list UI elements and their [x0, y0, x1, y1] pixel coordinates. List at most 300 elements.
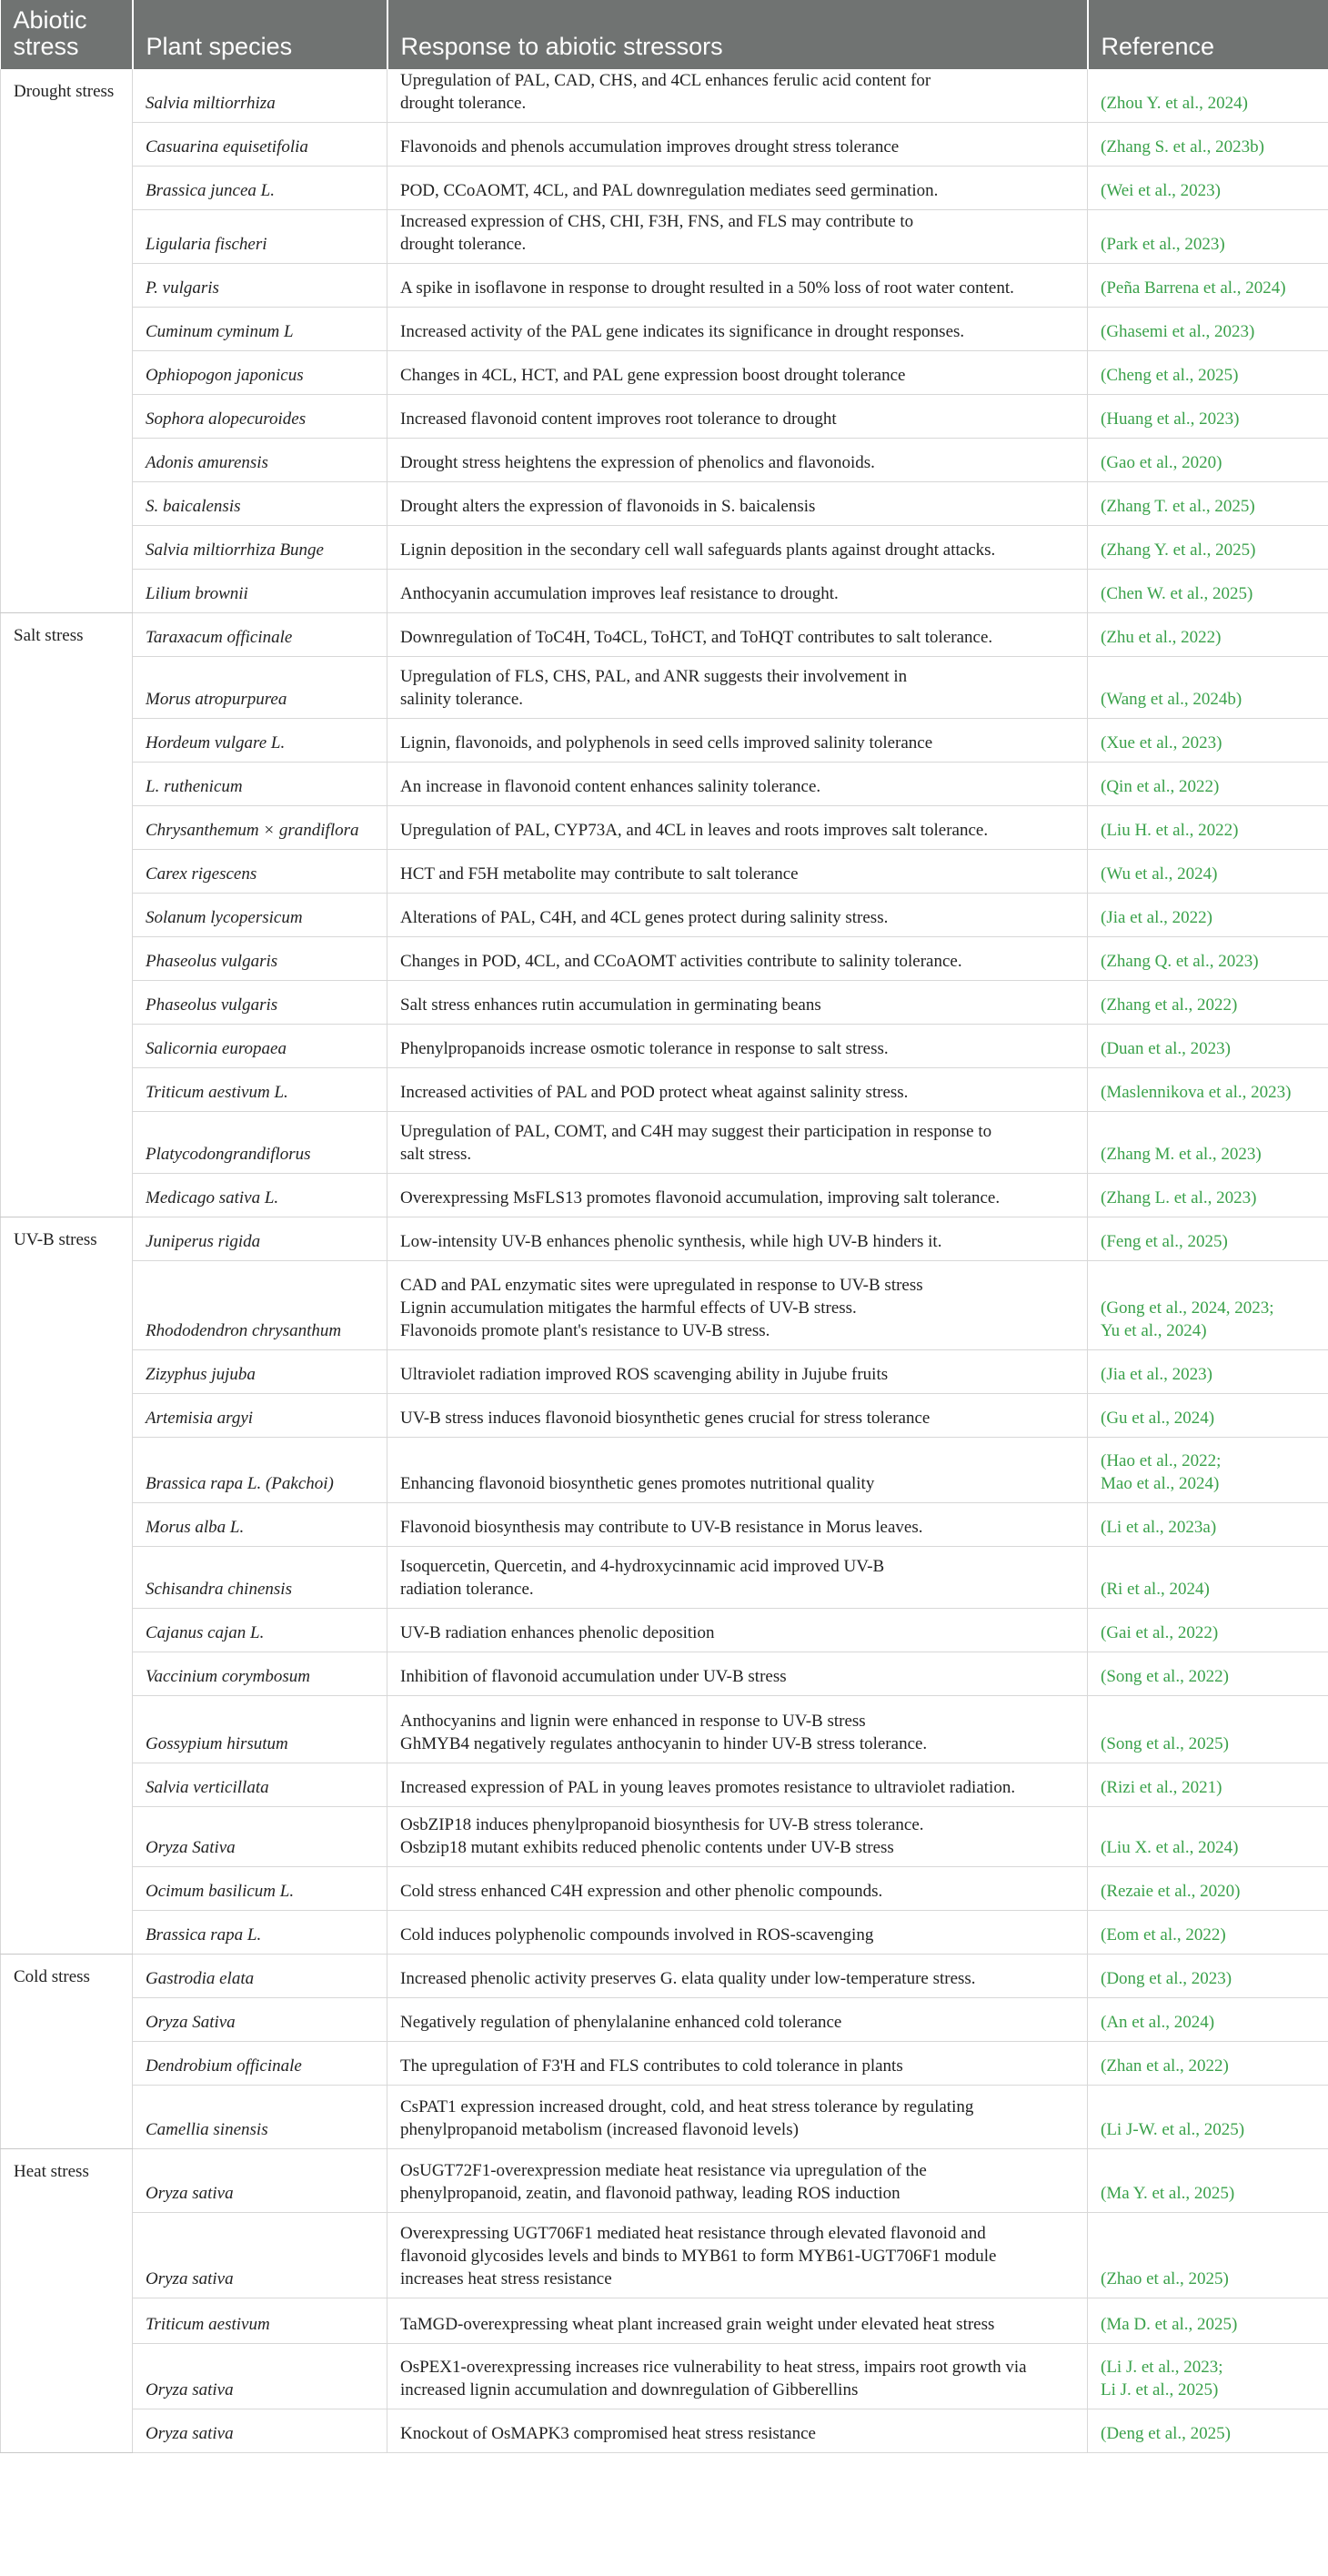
header-row — [1, 0, 1328, 69]
response-cell — [387, 439, 1088, 482]
response-cell — [387, 1763, 1088, 1807]
reference-link[interactable]: (Ghasemi et al., 2023) — [1101, 322, 1255, 341]
reference-cell — [1088, 1217, 1328, 1261]
reference-link[interactable]: (Dong et al., 2023) — [1101, 1969, 1232, 1988]
response-line: Downregulation of ToC4H, To4CL, ToHCT, and ToHQT contributes to salt tolerance. — [400, 628, 993, 647]
plant-species: Oryza sativa — [133, 2409, 387, 2453]
reference-cell — [1088, 1609, 1328, 1652]
response-cell — [387, 264, 1088, 308]
response-line: Increased activity of the PAL gene indicates its significance in drought responses. — [400, 322, 965, 341]
plant-species: Cajanus cajan L. — [133, 1609, 387, 1652]
plant-species: S. baicalensis — [133, 482, 387, 526]
table-row — [1, 2149, 1328, 2213]
table-row — [1, 937, 1328, 981]
reference-cell — [1088, 1955, 1328, 1998]
reference-cell — [1088, 1068, 1328, 1112]
response-line: Drought stress heightens the expression of phenolics and flavonoids. — [400, 453, 875, 472]
reference-link[interactable]: (Gu et al., 2024) — [1101, 1409, 1215, 1428]
response-line: Osbzip18 mutant exhibits reduced phenolic contents under UV-B stress — [400, 1838, 894, 1857]
reference-cell — [1088, 439, 1328, 482]
response-line: UV-B stress induces flavonoid biosynthetic genes crucial for stress tolerance — [400, 1409, 931, 1428]
response-cell — [387, 2344, 1088, 2409]
table-row — [1, 308, 1328, 351]
table-row — [1, 1998, 1328, 2042]
plant-species: Ligularia fischeri — [133, 210, 387, 264]
table-row — [1, 1112, 1328, 1174]
plant-species: Taraxacum officinale — [133, 613, 387, 657]
response-line: Knockout of OsMAPK3 compromised heat stress resistance — [400, 2424, 816, 2443]
plant-species: Camellia sinensis — [133, 2086, 387, 2149]
response-line: flavonoid glycosides levels and binds to MYB61 to form MYB61-UGT706F1 module — [400, 2247, 997, 2266]
reference-cell — [1088, 482, 1328, 526]
plant-species: Lilium brownii — [133, 570, 387, 613]
reference-link[interactable]: (Gong et al., 2024, 2023; — [1101, 1298, 1274, 1318]
response-line: Salt stress enhances rutin accumulation in germinating beans — [400, 995, 821, 1015]
response-line: Low-intensity UV-B enhances phenolic synthesis, while high UV-B hinders it. — [400, 1232, 942, 1251]
plant-species: Gastrodia elata — [133, 1955, 387, 1998]
table-row — [1, 1955, 1328, 1998]
response-line: increased lignin accumulation and downregulation of Gibberellins — [400, 2380, 859, 2399]
table-row — [1, 1025, 1328, 1068]
response-line: CsPAT1 expression increased drought, cold, and heat stress tolerance by regulating — [400, 2097, 974, 2116]
table-row — [1, 1217, 1328, 1261]
reference-cell — [1088, 1998, 1328, 2042]
table-row — [1, 1438, 1328, 1503]
reference-cell — [1088, 167, 1328, 210]
response-line: phenylpropanoid, zeatin, and flavonoid pathway, leading ROS induction — [400, 2184, 900, 2203]
table-row — [1, 1174, 1328, 1217]
plant-species: Vaccinium corymbosum — [133, 1652, 387, 1696]
reference-link[interactable]: (Qin et al., 2022) — [1101, 777, 1220, 796]
response-cell — [387, 850, 1088, 894]
response-cell — [387, 894, 1088, 937]
plant-species: Brassica rapa L. — [133, 1911, 387, 1955]
reference-cell — [1088, 1112, 1328, 1174]
table-row — [1, 264, 1328, 308]
response-line: radiation tolerance. — [400, 1580, 534, 1599]
plant-species: Brassica juncea L. — [133, 167, 387, 210]
table-row — [1, 1807, 1328, 1867]
table-row — [1, 1652, 1328, 1696]
header-abiotic-stress: Abiotic stress — [1, 0, 133, 69]
reference-cell — [1088, 351, 1328, 395]
response-cell — [387, 2213, 1088, 2298]
reference-link[interactable]: (Zhang Q. et al., 2023) — [1101, 952, 1259, 971]
reference-cell — [1088, 657, 1328, 719]
table-row — [1, 657, 1328, 719]
reference-cell — [1088, 2213, 1328, 2298]
plant-species: Oryza sativa — [133, 2149, 387, 2213]
reference-cell — [1088, 2344, 1328, 2409]
plant-species: Brassica rapa L. (Pakchoi) — [133, 1438, 387, 1503]
reference-cell — [1088, 1807, 1328, 1867]
response-cell — [387, 937, 1088, 981]
table-row — [1, 2344, 1328, 2409]
response-line: An increase in flavonoid content enhances salinity tolerance. — [400, 777, 821, 796]
plant-species: Medicago sativa L. — [133, 1174, 387, 1217]
reference-link[interactable]: (Ma D. et al., 2025) — [1101, 2315, 1238, 2334]
response-line: OsPEX1-overexpressing increases rice vulnerability to heat stress, impairs root growth via — [400, 2358, 1027, 2377]
plant-species: Carex rigescens — [133, 850, 387, 894]
plant-species: Gossypium hirsutum — [133, 1696, 387, 1763]
response-cell — [387, 1696, 1088, 1763]
response-cell — [387, 1503, 1088, 1547]
table-row — [1, 850, 1328, 894]
response-cell — [387, 1998, 1088, 2042]
response-line: Lignin accumulation mitigates the harmful effects of UV-B stress. — [400, 1298, 857, 1318]
reference-cell — [1088, 123, 1328, 167]
table-row — [1, 1867, 1328, 1911]
response-cell — [387, 1867, 1088, 1911]
response-line: Increased phenolic activity preserves G. elata quality under low-temperature stress. — [400, 1969, 976, 1988]
table-row — [1, 763, 1328, 806]
reference-cell — [1088, 2298, 1328, 2344]
reference-link[interactable]: Li J. et al., 2025) — [1101, 2380, 1219, 2399]
reference-cell — [1088, 1696, 1328, 1763]
table-row — [1, 806, 1328, 850]
table-body — [1, 69, 1328, 2453]
response-cell — [387, 1350, 1088, 1394]
response-line: Alterations of PAL, C4H, and 4CL genes protect during salinity stress. — [400, 908, 889, 927]
table-row — [1, 351, 1328, 395]
response-cell — [387, 351, 1088, 395]
reference-cell — [1088, 1867, 1328, 1911]
reference-cell — [1088, 894, 1328, 937]
reference-cell — [1088, 1261, 1328, 1350]
reference-cell — [1088, 1763, 1328, 1807]
response-cell — [387, 1547, 1088, 1609]
reference-link[interactable]: (Zhang S. et al., 2023b) — [1101, 137, 1264, 157]
response-line: Lignin deposition in the secondary cell wall safeguards plants against drought attacks. — [400, 540, 996, 560]
table-row — [1, 1696, 1328, 1763]
response-cell — [387, 1609, 1088, 1652]
reference-link[interactable]: (Liu X. et al., 2024) — [1101, 1838, 1239, 1857]
response-cell — [387, 308, 1088, 351]
reference-cell — [1088, 1350, 1328, 1394]
response-line: increases heat stress resistance — [400, 2269, 612, 2288]
reference-cell — [1088, 2409, 1328, 2453]
plant-species: Cuminum cyminum L — [133, 308, 387, 351]
table-row — [1, 395, 1328, 439]
response-line: Anthocyanin accumulation improves leaf resistance to drought. — [400, 584, 839, 603]
stress-category: Heat stress — [1, 2149, 133, 2453]
table-row — [1, 167, 1328, 210]
reference-cell — [1088, 395, 1328, 439]
reference-cell — [1088, 308, 1328, 351]
response-cell — [387, 526, 1088, 570]
reference-link[interactable]: (Peña Barrena et al., 2024) — [1101, 278, 1286, 298]
reference-link[interactable]: (Chen W. et al., 2025) — [1101, 584, 1253, 603]
reference-link[interactable]: (Wu et al., 2024) — [1101, 864, 1218, 884]
response-line: Increased expression of CHS, CHI, F3H, FNS, and FLS may contribute to — [400, 212, 914, 231]
response-cell — [387, 123, 1088, 167]
response-cell — [387, 482, 1088, 526]
plant-species: Artemisia argyi — [133, 1394, 387, 1438]
reference-cell — [1088, 526, 1328, 570]
reference-cell — [1088, 69, 1328, 123]
response-line: Inhibition of flavonoid accumulation under UV-B stress — [400, 1667, 787, 1686]
plant-species: Salvia miltiorrhiza — [133, 69, 387, 123]
response-cell — [387, 1438, 1088, 1503]
table-row — [1, 1350, 1328, 1394]
response-line: Upregulation of PAL, CYP73A, and 4CL in leaves and roots improves salt tolerance. — [400, 821, 989, 840]
response-cell — [387, 2149, 1088, 2213]
reference-cell — [1088, 1503, 1328, 1547]
response-cell — [387, 1807, 1088, 1867]
plant-species: Phaseolus vulgaris — [133, 981, 387, 1025]
reference-link[interactable]: (Cheng et al., 2025) — [1101, 366, 1239, 385]
plant-species: Oryza sativa — [133, 2344, 387, 2409]
response-cell — [387, 763, 1088, 806]
plant-species: Juniperus rigida — [133, 1217, 387, 1261]
reference-link[interactable]: (Li J-W. et al., 2025) — [1101, 2120, 1245, 2139]
table-row — [1, 570, 1328, 613]
response-cell — [387, 1911, 1088, 1955]
reference-link[interactable]: (Zhu et al., 2022) — [1101, 628, 1222, 647]
response-line: GhMYB4 negatively regulates anthocyanin to hinder UV-B stress tolerance. — [400, 1734, 928, 1753]
response-line: Negatively regulation of phenylalanine enhanced cold tolerance — [400, 2013, 842, 2032]
response-cell — [387, 657, 1088, 719]
reference-link[interactable]: (Wei et al., 2023) — [1101, 181, 1221, 200]
reference-link[interactable]: (Gao et al., 2020) — [1101, 453, 1222, 472]
response-line: POD, CCoAOMT, 4CL, and PAL downregulation mediates seed germination. — [400, 181, 939, 200]
plant-species: Rhododendron chrysanthum — [133, 1261, 387, 1350]
reference-link[interactable]: Yu et al., 2024) — [1101, 1321, 1207, 1340]
response-line: CAD and PAL enzymatic sites were upregulated in response to UV-B stress — [400, 1276, 923, 1295]
reference-cell — [1088, 2086, 1328, 2149]
reference-link[interactable]: (Jia et al., 2023) — [1101, 1365, 1212, 1384]
response-cell — [387, 69, 1088, 123]
response-line: drought tolerance. — [400, 94, 527, 113]
reference-link[interactable]: (Zhang L. et al., 2023) — [1101, 1188, 1257, 1207]
plant-species: Zizyphus jujuba — [133, 1350, 387, 1394]
reference-link[interactable]: Mao et al., 2024) — [1101, 1474, 1220, 1493]
reference-cell — [1088, 1394, 1328, 1438]
response-line: Upregulation of FLS, CHS, PAL, and ANR suggests their involvement in — [400, 667, 908, 686]
reference-link[interactable]: (Xue et al., 2023) — [1101, 733, 1222, 753]
response-cell — [387, 1394, 1088, 1438]
reference-link[interactable]: (Song et al., 2025) — [1101, 1734, 1229, 1753]
reference-link[interactable]: (Feng et al., 2025) — [1101, 1232, 1228, 1251]
reference-cell — [1088, 1911, 1328, 1955]
response-line: Enhancing flavonoid biosynthetic genes promotes nutritional quality — [400, 1474, 875, 1493]
response-cell — [387, 167, 1088, 210]
reference-link[interactable]: (Zhang T. et al., 2025) — [1101, 497, 1255, 516]
reference-cell — [1088, 210, 1328, 264]
response-line: Ultraviolet radiation improved ROS scavenging ability in Jujube fruits — [400, 1365, 889, 1384]
plant-species: L. ruthenicum — [133, 763, 387, 806]
response-cell — [387, 806, 1088, 850]
reference-cell — [1088, 2149, 1328, 2213]
reference-link[interactable]: (Wang et al., 2024b) — [1101, 690, 1242, 709]
plant-species: Platycodongrandiflorus — [133, 1112, 387, 1174]
reference-link[interactable]: (Eom et al., 2022) — [1101, 1925, 1226, 1945]
response-cell — [387, 570, 1088, 613]
response-line: drought tolerance. — [400, 235, 527, 254]
table-row — [1, 1547, 1328, 1609]
reference-cell — [1088, 1174, 1328, 1217]
reference-link[interactable]: (Zhang Y. et al., 2025) — [1101, 540, 1256, 560]
reference-cell — [1088, 1547, 1328, 1609]
response-line: Lignin, flavonoids, and polyphenols in seed cells improved salinity tolerance — [400, 733, 933, 753]
plant-species: Ophiopogon japonicus — [133, 351, 387, 395]
response-line: Increased expression of PAL in young leaves promotes resistance to ultraviolet radiation. — [400, 1778, 1016, 1797]
table-row — [1, 2086, 1328, 2149]
response-line: Overexpressing MsFLS13 promotes flavonoid accumulation, improving salt tolerance. — [400, 1188, 1001, 1207]
plant-species: Salicornia europaea — [133, 1025, 387, 1068]
reference-link[interactable]: (Zhao et al., 2025) — [1101, 2269, 1229, 2288]
plant-species: Oryza Sativa — [133, 1998, 387, 2042]
response-cell — [387, 1955, 1088, 1998]
plant-species: Morus alba L. — [133, 1503, 387, 1547]
reference-link[interactable]: (Huang et al., 2023) — [1101, 409, 1240, 429]
response-cell — [387, 1025, 1088, 1068]
reference-cell — [1088, 1652, 1328, 1696]
response-cell — [387, 1217, 1088, 1261]
reference-link[interactable]: (Ma Y. et al., 2025) — [1101, 2184, 1235, 2203]
response-cell — [387, 1652, 1088, 1696]
response-line: Overexpressing UGT706F1 mediated heat resistance through elevated flavonoid and — [400, 2224, 986, 2243]
table-row — [1, 123, 1328, 167]
response-line: Increased flavonoid content improves root tolerance to drought — [400, 409, 837, 429]
table-row — [1, 1068, 1328, 1112]
response-line: Drought alters the expression of flavonoids in S. baicalensis — [400, 497, 816, 516]
reference-link[interactable]: (Maslennikova et al., 2023) — [1101, 1083, 1292, 1102]
table-row — [1, 894, 1328, 937]
table-row — [1, 69, 1328, 123]
reference-link[interactable]: (Park et al., 2023) — [1101, 235, 1225, 254]
response-line: OsbZIP18 induces phenylpropanoid biosynthesis for UV-B stress tolerance. — [400, 1815, 924, 1834]
table-row — [1, 719, 1328, 763]
response-cell — [387, 395, 1088, 439]
table-row — [1, 1503, 1328, 1547]
reference-link[interactable]: (Deng et al., 2025) — [1101, 2424, 1231, 2443]
header-plant-species: Plant species — [133, 0, 387, 69]
response-cell — [387, 210, 1088, 264]
plant-species: Dendrobium officinale — [133, 2042, 387, 2086]
response-cell — [387, 613, 1088, 657]
reference-cell — [1088, 613, 1328, 657]
response-line: salinity tolerance. — [400, 690, 524, 709]
plant-species: Phaseolus vulgaris — [133, 937, 387, 981]
plant-species: Morus atropurpurea — [133, 657, 387, 719]
plant-species: Solanum lycopersicum — [133, 894, 387, 937]
table-row — [1, 1394, 1328, 1438]
reference-link[interactable]: (Duan et al., 2023) — [1101, 1039, 1231, 1058]
plant-species: Casuarina equisetifolia — [133, 123, 387, 167]
response-line: phenylpropanoid metabolism (increased flavonoid levels) — [400, 2120, 799, 2139]
header-response: Response to abiotic stressors — [387, 0, 1088, 69]
plant-species: Chrysanthemum × grandiflora — [133, 806, 387, 850]
plant-species: Hordeum vulgare L. — [133, 719, 387, 763]
table-row — [1, 2298, 1328, 2344]
reference-link[interactable]: (Ri et al., 2024) — [1101, 1580, 1210, 1599]
response-line: A spike in isoflavone in response to drought resulted in a 50% loss of root water content. — [400, 278, 1014, 298]
reference-cell — [1088, 1025, 1328, 1068]
response-line: Changes in POD, 4CL, and CCoAOMT activities contribute to salinity tolerance. — [400, 952, 962, 971]
response-cell — [387, 1068, 1088, 1112]
response-line: Upregulation of PAL, CAD, CHS, and 4CL enhances ferulic acid content for — [400, 71, 931, 90]
reference-link[interactable]: (Li et al., 2023a) — [1101, 1518, 1217, 1537]
reference-cell — [1088, 1438, 1328, 1503]
response-cell — [387, 2042, 1088, 2086]
response-line: Phenylpropanoids increase osmotic tolerance in response to salt stress. — [400, 1039, 889, 1058]
reference-cell — [1088, 2042, 1328, 2086]
table-row — [1, 1609, 1328, 1652]
response-cell — [387, 719, 1088, 763]
stress-category: Cold stress — [1, 1955, 133, 2149]
reference-cell — [1088, 981, 1328, 1025]
plant-species: Triticum aestivum L. — [133, 1068, 387, 1112]
plant-species: Oryza sativa — [133, 2213, 387, 2298]
response-line: Upregulation of PAL, COMT, and C4H may suggest their participation in response to — [400, 1122, 992, 1141]
reference-cell — [1088, 806, 1328, 850]
table-row — [1, 1261, 1328, 1350]
reference-cell — [1088, 719, 1328, 763]
header-reference: Reference — [1088, 0, 1328, 69]
table-row — [1, 613, 1328, 657]
plant-species: Schisandra chinensis — [133, 1547, 387, 1609]
response-cell — [387, 2086, 1088, 2149]
stress-category: Drought stress — [1, 69, 133, 613]
response-line: TaMGD-overexpressing wheat plant increased grain weight under elevated heat stress — [400, 2315, 995, 2334]
response-line: HCT and F5H metabolite may contribute to salt tolerance — [400, 864, 799, 884]
reference-link[interactable]: (Song et al., 2022) — [1101, 1667, 1229, 1686]
reference-cell — [1088, 937, 1328, 981]
reference-link[interactable]: (An et al., 2024) — [1101, 2013, 1215, 2032]
table-row — [1, 1911, 1328, 1955]
reference-link[interactable]: (Liu H. et al., 2022) — [1101, 821, 1239, 840]
plant-species: Adonis amurensis — [133, 439, 387, 482]
reference-cell — [1088, 763, 1328, 806]
stress-category: Salt stress — [1, 613, 133, 1217]
reference-link[interactable]: (Hao et al., 2022; — [1101, 1451, 1222, 1470]
reference-link[interactable]: (Li J. et al., 2023; — [1101, 2358, 1223, 2377]
plant-species: Salvia miltiorrhiza Bunge — [133, 526, 387, 570]
reference-link[interactable]: (Zhou Y. et al., 2024) — [1101, 94, 1249, 113]
response-line: OsUGT72F1-overexpression mediate heat resistance via upregulation of the — [400, 2161, 927, 2180]
plant-species: Triticum aestivum — [133, 2298, 387, 2344]
table-row — [1, 1763, 1328, 1807]
reference-link[interactable]: (Rezaie et al., 2020) — [1101, 1882, 1241, 1901]
reference-link[interactable]: (Zhang M. et al., 2023) — [1101, 1145, 1262, 1164]
response-cell — [387, 2409, 1088, 2453]
reference-link[interactable]: (Jia et al., 2022) — [1101, 908, 1212, 927]
response-line: Anthocyanins and lignin were enhanced in response to UV-B stress — [400, 1712, 866, 1731]
response-line: UV-B radiation enhances phenolic deposition — [400, 1623, 715, 1642]
reference-cell — [1088, 264, 1328, 308]
table-row — [1, 439, 1328, 482]
plant-species: P. vulgaris — [133, 264, 387, 308]
response-cell — [387, 2298, 1088, 2344]
reference-cell — [1088, 850, 1328, 894]
response-line: The upregulation of F3'H and FLS contributes to cold tolerance in plants — [400, 2056, 903, 2076]
table-row — [1, 482, 1328, 526]
stress-category: UV-B stress — [1, 1217, 133, 1955]
reference-link[interactable]: (Rizi et al., 2021) — [1101, 1778, 1222, 1797]
table-row — [1, 526, 1328, 570]
response-cell — [387, 1261, 1088, 1350]
response-line: Flavonoid biosynthesis may contribute to UV-B resistance in Morus leaves. — [400, 1518, 923, 1537]
reference-cell — [1088, 570, 1328, 613]
response-line: salt stress. — [400, 1145, 472, 1164]
reference-link[interactable]: (Gai et al., 2022) — [1101, 1623, 1219, 1642]
plant-species: Oryza Sativa — [133, 1807, 387, 1867]
plant-species: Salvia verticillata — [133, 1763, 387, 1807]
reference-link[interactable]: (Zhan et al., 2022) — [1101, 2056, 1229, 2076]
reference-link[interactable]: (Zhang et al., 2022) — [1101, 995, 1238, 1015]
plant-species: Sophora alopecuroides — [133, 395, 387, 439]
